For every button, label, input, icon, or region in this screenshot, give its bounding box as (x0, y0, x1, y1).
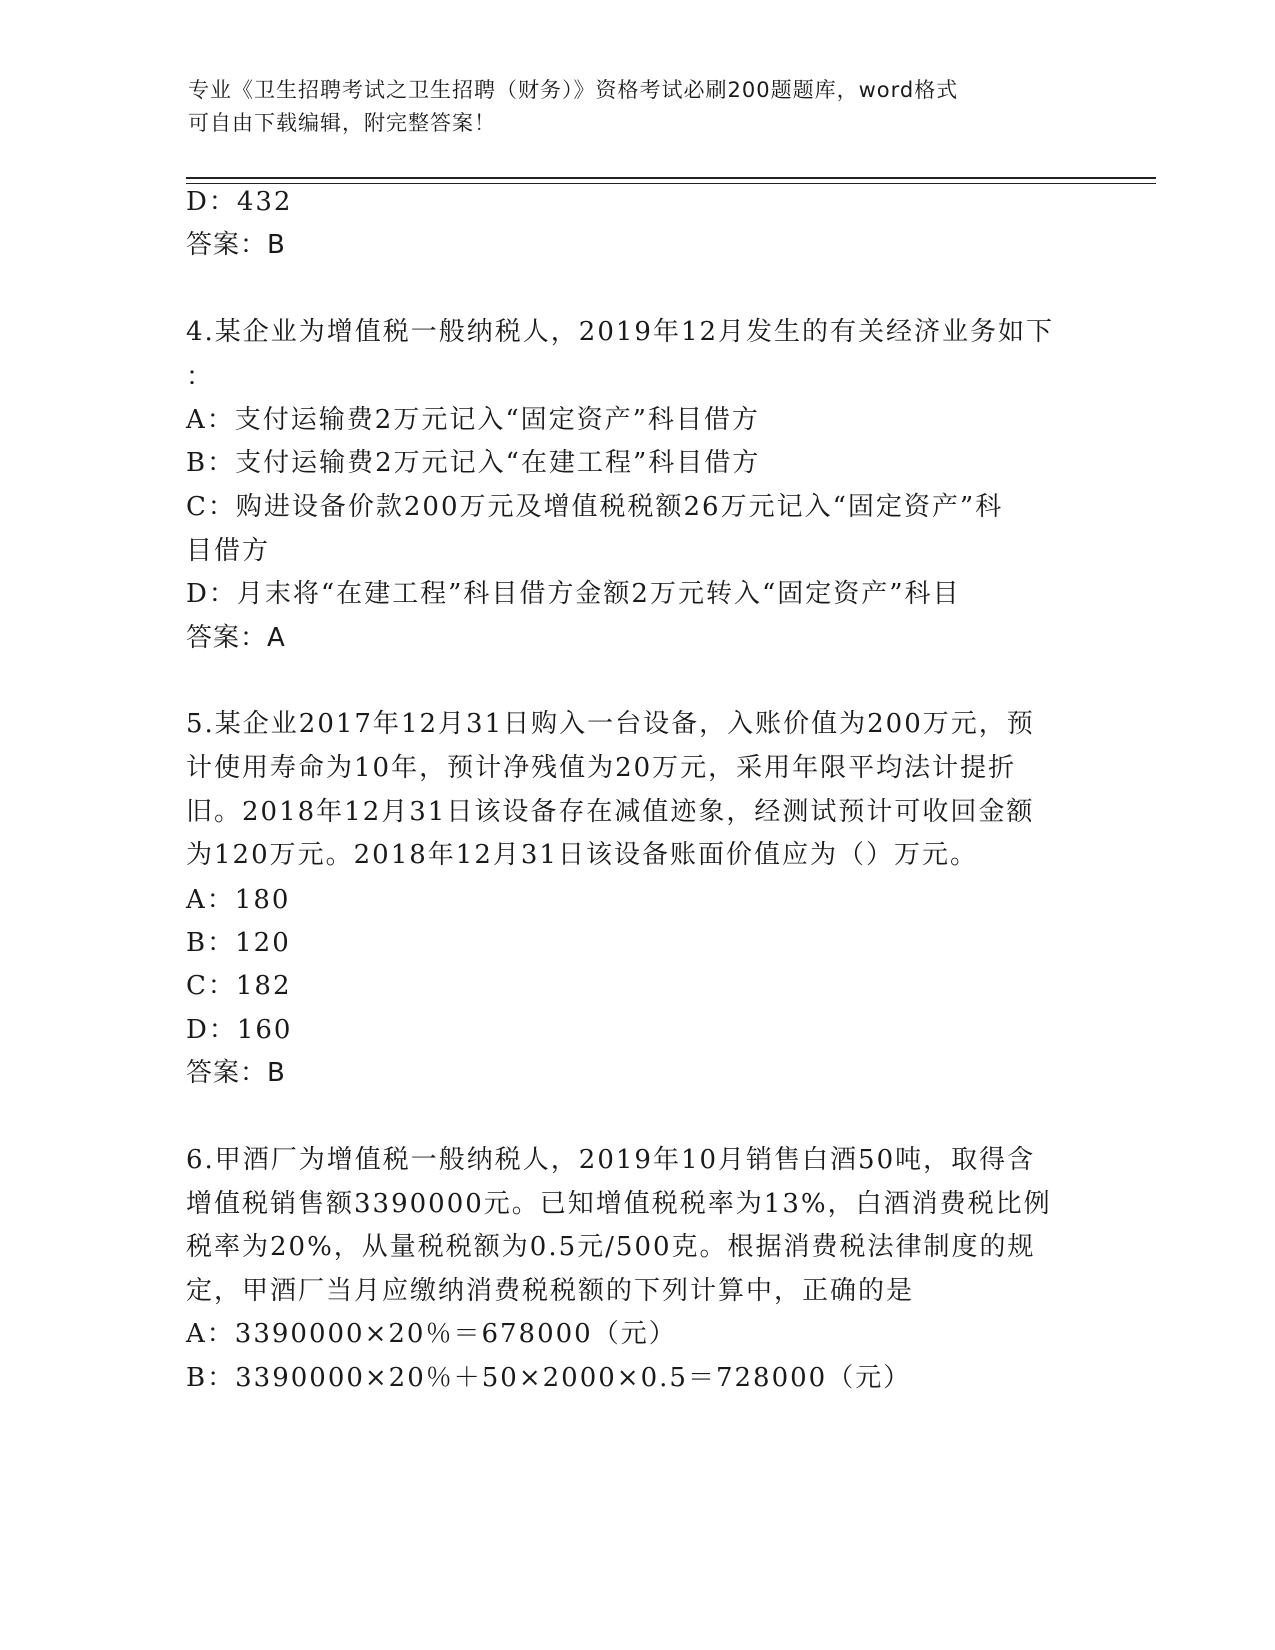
q4-answer: 答案：A (186, 623, 286, 653)
q5-stem-line-2: 计使用寿命为10年，预计净残值为20万元，采用年限平均法计提折 (186, 753, 1017, 783)
q6-stem-line-1: 6.甲酒厂为增值税一般纳税人，2019年10月销售白酒50吨，取得含 (186, 1145, 1036, 1175)
q5-option-d: D：160 (186, 1015, 293, 1045)
q6-option-a: A：3390000×20％＝678000（元） (186, 1319, 677, 1349)
header-divider-thin (186, 183, 1156, 184)
q4-stem-line-2: ： (186, 362, 215, 392)
q5-stem-line-4: 为120万元。2018年12月31日该设备账面价值应为（）万元。 (186, 840, 978, 870)
header-divider-thick (186, 177, 1156, 179)
q5-answer: 答案：B (186, 1058, 286, 1088)
q4-option-a: A：支付运输费2万元记入“固定资产”科目借方 (186, 405, 760, 435)
q5-option-a: A：180 (186, 885, 291, 915)
q5-option-c: C：182 (186, 971, 292, 1001)
q6-stem-line-3: 税率为20%，从量税税额为0.5元/500克。根据消费税法律制度的规 (186, 1232, 1036, 1262)
q4-option-c-line-2: 目借方 (186, 536, 271, 566)
q5-stem-line-3: 旧。2018年12月31日该设备存在减值迹象，经测试预计可收回金额 (186, 797, 1035, 827)
q5-stem-line-1: 5.某企业2017年12月31日购入一台设备，入账价值为200万元，预 (186, 709, 1035, 739)
q6-stem-line-4: 定，甲酒厂当月应缴纳消费税税额的下列计算中，正确的是 (186, 1276, 915, 1306)
q5-option-b: B：120 (186, 928, 291, 958)
q4-stem-line-1: 4.某企业为增值税一般纳税人，2019年12月发生的有关经济业务如下 (186, 317, 1055, 347)
document-header (188, 74, 1088, 140)
prev-answer: 答案：B (186, 230, 286, 260)
q4-option-c-line-1: C：购进设备价款200万元及增值税税额26万元记入“固定资产”科 (186, 492, 1004, 522)
q6-stem-line-2: 增值税销售额3390000元。已知增值税税率为13%，白酒消费税比例 (186, 1189, 1052, 1219)
header-line-1: 专业《卫生招聘考试之卫生招聘（财务）》资格考试必刷200题题库，word格式 (188, 78, 959, 102)
prev-option-d: D：432 (186, 187, 293, 217)
q4-option-d: D：月末将“在建工程”科目借方金额2万元转入“固定资产”科目 (186, 579, 961, 609)
q6-option-b: B：3390000×20％＋50×2000×0.5＝728000（元） (186, 1363, 912, 1393)
q4-option-b: B：支付运输费2万元记入“在建工程”科目借方 (186, 448, 761, 478)
header-line-2: 可自由下载编辑，附完整答案！ (188, 111, 496, 135)
